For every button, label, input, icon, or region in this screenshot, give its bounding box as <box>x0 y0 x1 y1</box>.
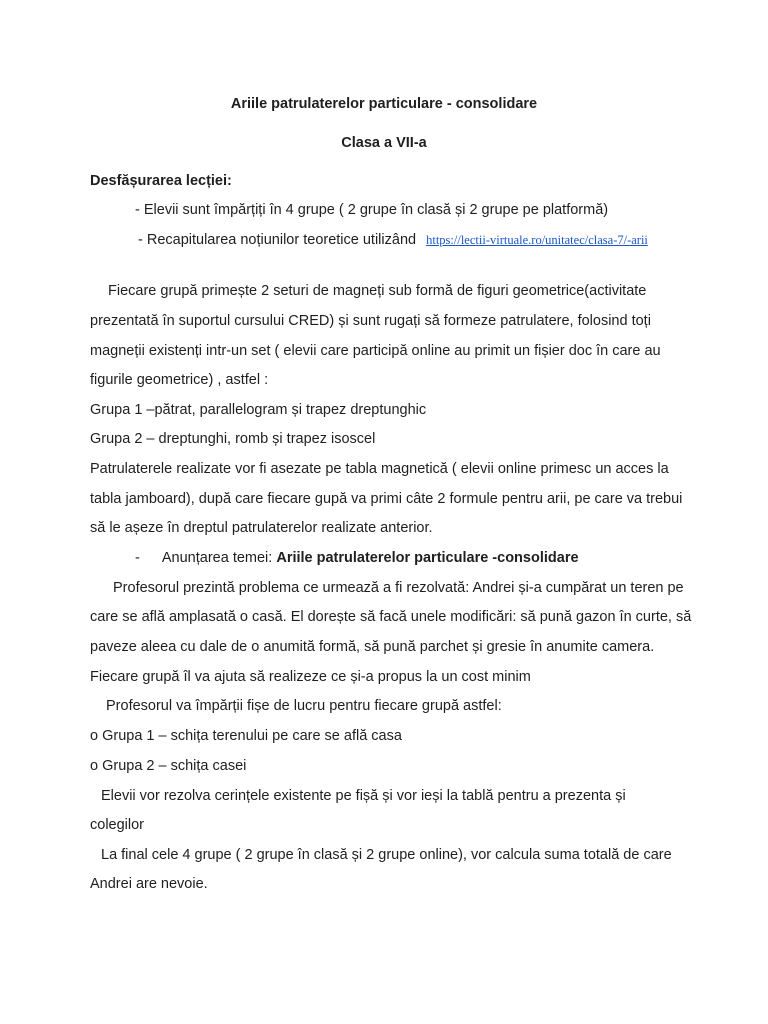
paragraph-line: Profesorul va împărții fișe de lucru pentru fiecare grupă astfel: <box>106 698 502 714</box>
paragraph-line: Fiecare grupă primește 2 seturi de magneți sub formă de figuri geometrice(activitate <box>108 283 647 299</box>
paragraph-line: Andrei are nevoie. <box>90 876 208 892</box>
document-title: Ariile patrulaterelor particulare - consolidare <box>230 96 538 112</box>
paragraph-line: figurile geometrice) , astfel : <box>90 372 269 388</box>
announcement-prefix: Anunțarea temei: <box>161 550 273 566</box>
announcement-topic: Ariile patrulaterelor particulare -consolidare <box>276 550 579 566</box>
group-line: Grupa 2 – dreptunghi, romb și trapez isoscel <box>90 431 376 447</box>
paragraph-line: paveze aleea cu dale de o anumită formă, să pună parchet și gresie în anumite camera. <box>90 639 655 655</box>
paragraph-line: Fiecare grupă îl va ajuta să realizeze ce și-a propus la un cost minim <box>90 669 531 685</box>
list-item: o Grupa 1 – schița terenului pe care se află casa <box>90 728 402 744</box>
paragraph-line: Patrulaterele realizate vor fi asezate pe tabla magnetică ( elevii online primesc un acces la <box>90 461 669 477</box>
bullet-item-recapitulare <box>138 230 648 250</box>
paragraph-line: tabla jamboard), după care fiecare gupă va primi câte 2 formule pentru arii, pe care va trebui <box>90 491 683 507</box>
group-line: Grupa 1 –pătrat, parallelogram și trapez dreptunghic <box>90 402 427 418</box>
section-heading: Desfășurarea lecției: <box>90 173 232 189</box>
paragraph-line: să le așeze în dreptul patrulaterelor realizate anterior. <box>90 520 433 536</box>
announcement-line <box>135 548 579 568</box>
paragraph-line: Profesorul prezintă problema ce urmează a fi rezolvată: Andrei și-a cumpărat un teren pe <box>113 580 684 596</box>
announcement-dash: - <box>135 550 140 566</box>
list-item: o Grupa 2 – schița casei <box>90 758 247 774</box>
bullet-text: - Recapitularea noțiunilor teoretice utilizând <box>138 232 417 248</box>
paragraph-line: prezentată în suportul cursului CRED) și sunt rugați să formeze patrulatere, folosind toți <box>90 313 651 329</box>
paragraph-line: Elevii vor rezolva cerințele existente pe fișă și vor ieși la tablă pentru a prezenta și <box>101 788 626 804</box>
paragraph-line: magneții existenți intr-un set ( elevii care participă online au primit un fișier doc în care au <box>90 343 661 359</box>
bullet-item-grupe: - Elevii sunt împărțiți în 4 grupe ( 2 grupe în clasă și 2 grupe pe platformă) <box>135 202 609 218</box>
lesson-link[interactable]: https://lectii-virtuale.ro/unitatec/clasa-7/-arii <box>426 233 648 247</box>
document-subtitle: Clasa a VII-a <box>341 135 427 151</box>
paragraph-line: colegilor <box>90 817 144 833</box>
paragraph-line: La final cele 4 grupe ( 2 grupe în clasă și 2 grupe online), vor calcula suma totală de care <box>101 847 672 863</box>
paragraph-line: care se află amplasată o casă. El dorește să facă unele modificări: să pună gazon în curte, să <box>90 609 692 625</box>
